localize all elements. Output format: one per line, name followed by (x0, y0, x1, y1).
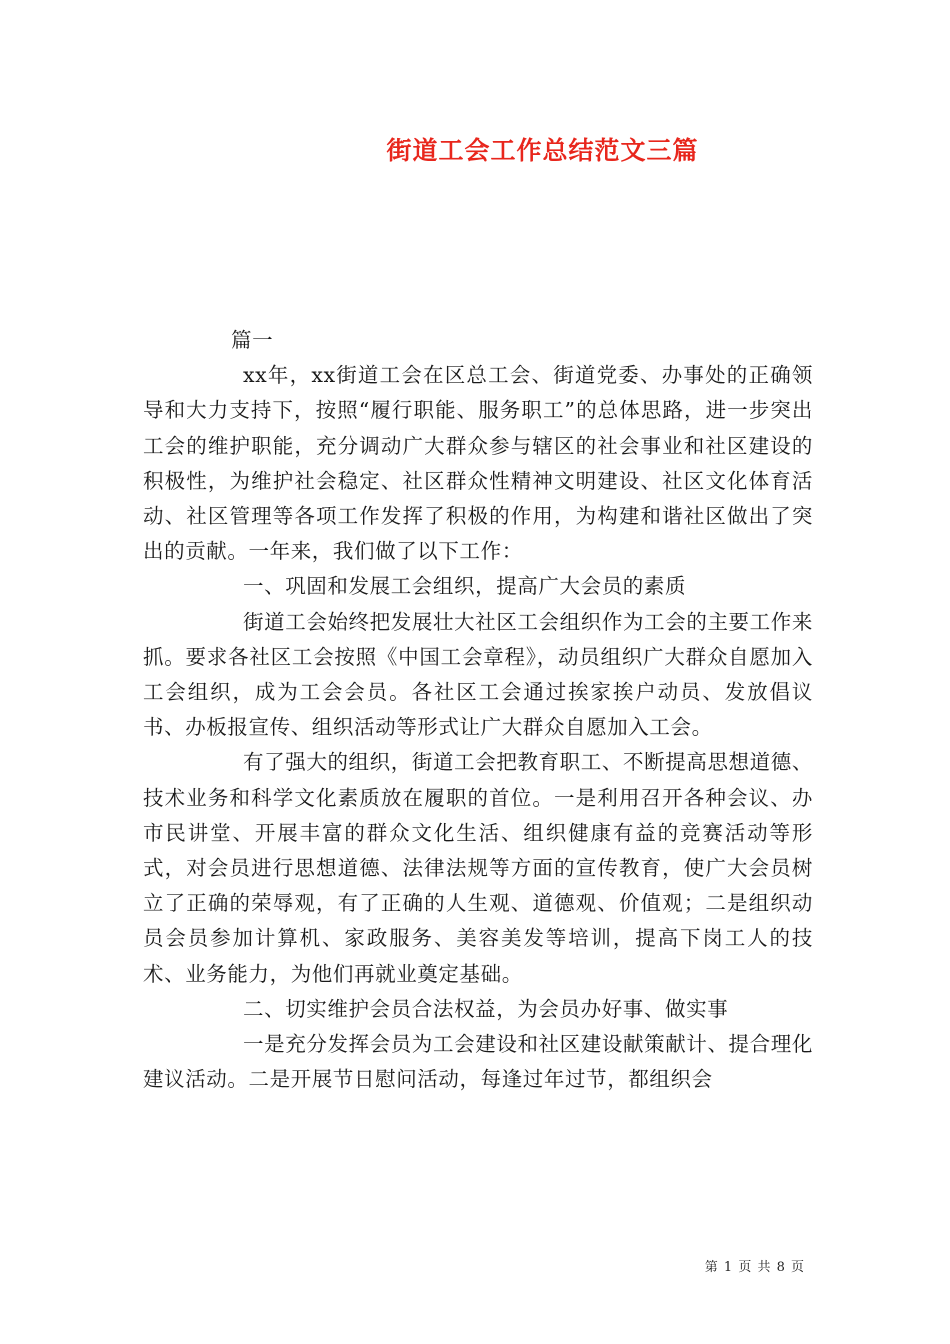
paragraph-organization: 街道工会始终把发展壮大社区工会组织作为工会的主要工作来抓。要求各社区工会按照《中国工会章程》，动员组织广大群众自愿加入工会组织，成为工会会员。各社区工会通过挨家挨户动员、发放倡议书、办板报宣传、组织活动等形式让广大群众自愿加入工会。 (143, 609, 813, 740)
paragraph-intro: xx年，xx街道工会在区总工会、街道党委、办事处的正确领导和大力支持下，按照“履行职能、服务职工”的总体思路，进一步突出工会的维护职能，充分调动广大群众参与辖区的社会事业和社区建设的积极性，为维护社会稳定、社区群众性精神文明建设、社区文化体育活动、社区管理等各项工作发挥了积极的作用，为构建和谐社区做出了突出的贡献。一年来，我们做了以下工作： (143, 363, 813, 564)
paragraph-rights: 一是充分发挥会员为工会建设和社区建设献策献计、提合理化建议活动。二是开展节日慰问活动，每逢过年过节，都组织会 (143, 1032, 813, 1092)
document-body (143, 323, 813, 1097)
section-label: 篇一 (231, 328, 274, 352)
section-heading-1: 一、巩固和发展工会组织，提高广大会员的素质 (243, 574, 687, 599)
section-heading-2: 二、切实维护会员合法权益，为会员办好事、做实事 (243, 996, 729, 1021)
page-number-footer: 第 1 页 共 8 页 (704, 1260, 805, 1275)
paragraph-education: 有了强大的组织，街道工会把教育职工、不断提高思想道德、技术业务和科学文化素质放在履职的首位。一是利用召开各种会议、办市民讲堂、开展丰富的群众文化生活、组织健康有益的竞赛活动等形式，对会员进行思想道德、法律法规等方面的宣传教育，使广大会员树立了正确的荣辱观，有了正确的人生观、道德观、价值观；二是组织动员会员参加计算机、家政服务、美容美发等培训，提高下岗工人的技术、业务能力，为他们再就业奠定基础。 (143, 750, 813, 986)
document-title: 街道工会工作总结范文三篇 (386, 136, 699, 165)
